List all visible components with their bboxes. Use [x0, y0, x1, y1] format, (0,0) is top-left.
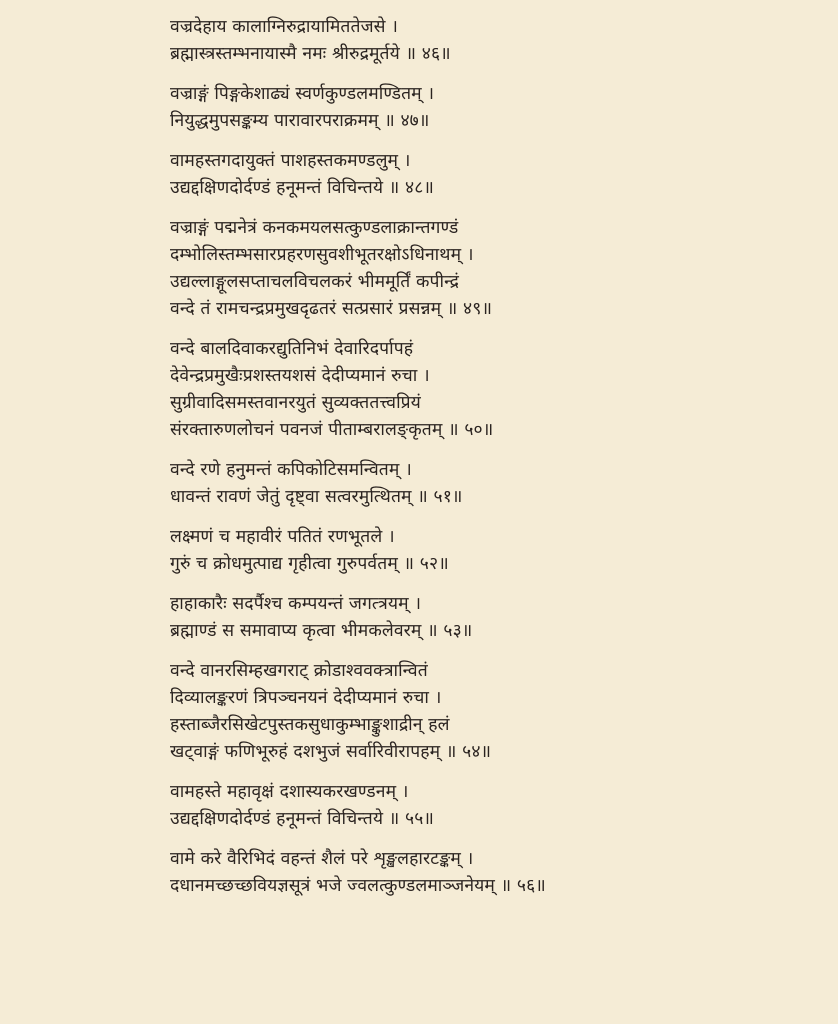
verse-line: वन्दे वानरसिम्हखगराट् क्रोडाश्ववक्त्रान्वितं: [170, 661, 428, 681]
verse-line: दधानमच्छच्छवियज्ञसूत्रं भजे ज्वलत्कुण्डलमाञ्जनेयम् ॥ ५६॥: [170, 876, 546, 896]
verse-51: [170, 457, 838, 511]
verse-line: संरक्तारुणलोचनं पवनजं पीताम्बरालङ्कृतम् ॥ ५०॥: [170, 420, 494, 440]
verse-line: वामहस्ते महावृक्षं दशास्यकरखण्डनम् ।: [170, 782, 409, 802]
verse-line: देवेन्द्रप्रमुखैःप्रशस्तयशसं देदीप्यमानं रुचा ।: [170, 366, 430, 386]
verse-line: ब्रह्माण्डं स समावाप्य कृत्वा भीमकलेवरम् ॥ ५३॥: [170, 621, 473, 641]
verse-line: वज्राङ्गं पद्मनेत्रं कनकमयलसत्कुण्डलाक्रान्तगण्डं: [170, 218, 459, 238]
verse-46: [170, 14, 838, 68]
verse-50: [170, 336, 838, 444]
verse-line: खट्वाङ्गं फणिभूरुहं दशभुजं सर्वारिवीरापहम् ॥ ५४॥: [170, 742, 492, 762]
verse-line: गुरुं च क्रोधमुत्पाद्य गृहीत्वा गुरुपर्वतम् ॥ ५२॥: [170, 554, 449, 574]
verse-line: वज्राङ्गं पिङ्गकेशाढ्यं स्वर्णकुण्डलमण्डितम् ।: [170, 84, 435, 104]
verse-line: उद्यद्दक्षिणदोर्दण्डं हनूमन्तं विचिन्तये ॥ ४८॥: [170, 178, 434, 198]
verse-line: दिव्यालङ्करणं त्रिपञ्चनयनं देदीप्यमानं रुचा ।: [170, 688, 442, 708]
verse-56: [170, 846, 838, 900]
verse-55: [170, 779, 838, 833]
verse-53: [170, 591, 838, 645]
verse-49: [170, 215, 838, 323]
verse-line: नियुद्धमुपसङ्कम्य पारावारपराक्रमम् ॥ ४७॥: [170, 111, 430, 131]
verse-line: वन्दे बालदिवाकरद्युतिनिभं देवारिदर्पापहं: [170, 339, 414, 359]
verse-line: ब्रह्मास्त्रस्तम्भनायास्मै नमः श्रीरुद्रमूर्तये ॥ ४६॥: [170, 44, 451, 64]
verse-line: वामे करे वैरिभिदं वहन्तं शैलं परे शृङ्खलहारटङ्कम् ।: [170, 849, 474, 869]
verse-52: [170, 524, 838, 578]
verse-line: लक्ष्मणं च महावीरं पतितं रणभूतले ।: [170, 527, 395, 547]
verse-line: वामहस्तगदायुक्तं पाशहस्तकमण्डलुम् ।: [170, 151, 411, 171]
verse-line: हाहाकारैः सदर्पैश्च कम्पयन्तं जगत्त्रयम् ।: [170, 594, 422, 614]
verse-line: वन्दे तं रामचन्द्रप्रमुखदृढतरं सत्प्रसारं प्रसन्नम् ॥ ४९॥: [170, 299, 493, 319]
verse-54: [170, 658, 838, 766]
verse-line: हस्ताब्जैरसिखेटपुस्तकसुधाकुम्भाङ्कुशाद्रीन् हलं: [170, 715, 450, 735]
verse-line: वन्दे रणे हनुमन्तं कपिकोटिसमन्वितम् ।: [170, 460, 412, 480]
verse-line: सुग्रीवादिसमस्तवानरयुतं सुव्यक्ततत्त्वप्रियं: [170, 393, 421, 413]
verse-line: वज्रदेहाय कालाग्निरुद्रायामिततेजसे ।: [170, 17, 398, 37]
verse-line: उद्यद्दक्षिणदोर्दण्डं हनूमन्तं विचिन्तये ॥ ५५॥: [170, 809, 434, 829]
verse-48: [170, 148, 838, 202]
verse-47: [170, 81, 838, 135]
verse-line: उद्यल्लाङ्गूलसप्ताचलविचलकरं भीममूर्तिं कपीन्द्रं: [170, 272, 459, 292]
verse-line: धावन्तं रावणं जेतुं दृष्ट्वा सत्वरमुत्थितम् ॥ ५१॥: [170, 487, 463, 507]
verse-line: दम्भोलिस्तम्भसारप्रहरणसुवशीभूतरक्षोऽधिनाथम् ।: [170, 245, 474, 265]
